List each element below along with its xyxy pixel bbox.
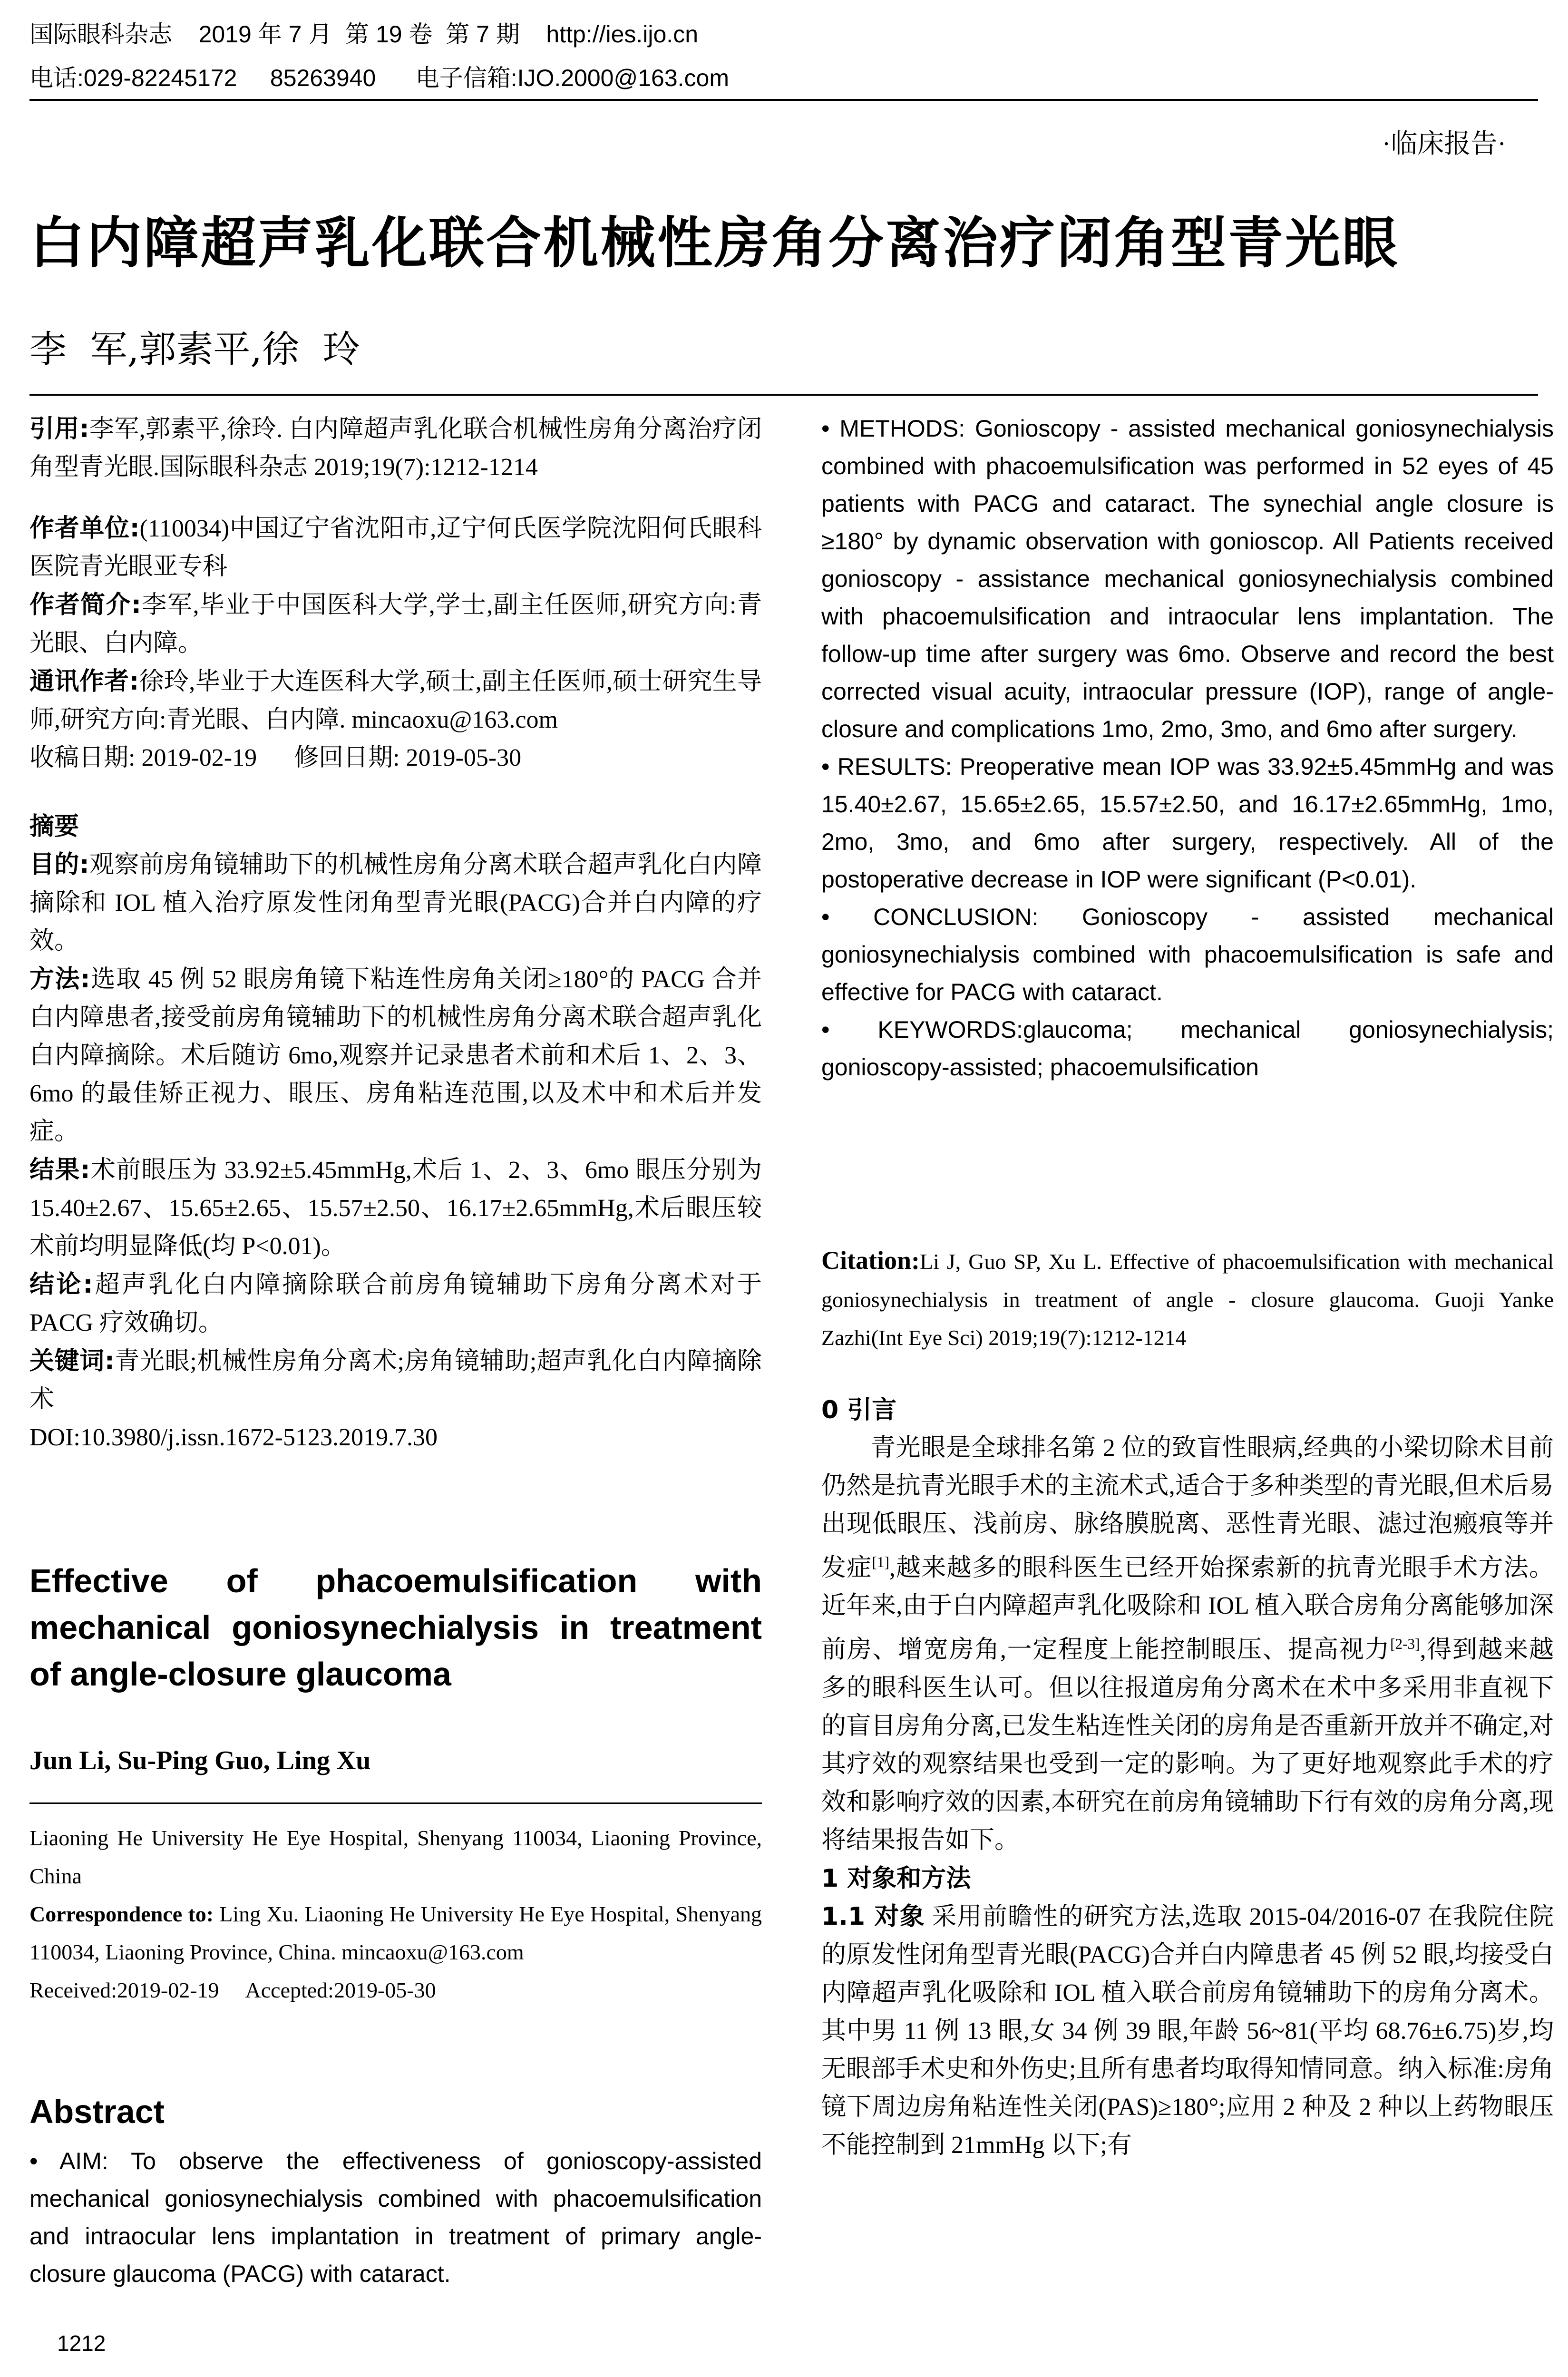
header-divider: [29, 99, 1538, 101]
keywords-cn: 关键词:青光眼;机械性房角分离术;房角镜辅助;超声乳化白内障摘除术: [29, 1347, 762, 1413]
introduction: [821, 1391, 1554, 2164]
abstract-conclusion-en: • CONCLUSION: Gonioscopy - assisted mechanical goniosynechialysis combined with phacoemulsification is safe and effective for PACG with cataract.: [821, 904, 1554, 1005]
citation-cn: [29, 410, 762, 487]
english-authors-divider: [29, 1802, 762, 1804]
dates-cn: 收稿日期: 2019-02-19 修回日期: 2019-05-30: [29, 744, 522, 771]
abstract-methods: 方法:选取 45 例 52 眼房角镜下粘连性房角关闭≥180°的 PACG 合并白内障患者,接受前房角镜辅助下的机械性房角分离术联合超声乳化白内障摘除。术后随访 6mo,观察并记录患者术前和术后 1、2、3、6mo 的最佳矫正视力、眼压、房角粘连范围,以及术中和术后并发症。: [29, 965, 762, 1145]
abstract-methods-en: • METHODS: Gonioscopy - assisted mechanical goniosynechialysis combined with phacoemulsification was performed in 52 eyes of 45 patients with PACG and cataract. The synechial angle closure is ≥180° by dynamic observation with gonioscop. All Patients received gonioscopy - assistance mechanical goniosynechialysis combined with phacoemulsification and intraocular lens implantation. The follow-up time after surgery was 6mo. Observe and record the best corrected visual acuity, intraocular pressure (IOP), range of angle-closure and complications 1mo, 2mo, 3mo, and 6mo after surgery.: [821, 415, 1554, 742]
intro-heading: 0 引言: [821, 1396, 897, 1424]
right-column-abstract-en: [821, 410, 1554, 1086]
abstract-results-en: • RESULTS: Preoperative mean IOP was 33.92±5.45mmHg and was 15.40±2.67, 15.65±2.65, 15.57±2.50, and 16.17±2.65mmHg, 1mo, 2mo, 3mo, and 6mo after surgery, respectively. All of the postoperative decrease in IOP were significant (P<0.01).: [821, 753, 1554, 893]
intro-paragraph: 青光眼是全球排名第 2 位的致盲性眼病,经典的小梁切除术目前仍然是抗青光眼手术的主流术式,适合于多种类型的青光眼,但术后易出现低眼压、浅前房、脉络膜脱离、恶性青光眼、滤过泡瘢痕等并发症[1],越来越多的眼科医生已经开始探索新的抗青光眼手术方法。近年来,由于白内障超声乳化吸除和 IOL 植入联合房角分离能够加深前房、增宽房角,一定程度上能控制眼压、提高视力[2-3],得到越来越多的眼科医生认可。但以往报道房角分离术在术中多采用非直视下的盲目房角分离,已发生粘连性关闭的房角是否重新开放并不确定,对其疗效的观察结果也受到一定的影响。为了更好地观察此手术的疗效和影响疗效的因素,本研究在前房角镜辅助下行有效的房角分离,现将结果报告如下。: [821, 1434, 1554, 1854]
abstract-aim-en: • AIM: To observe the effectiveness of gonioscopy-assisted mechanical goniosynechialysis combined with phacoemulsification and intraocular lens implantation in treatment of primary angle-closure glaucoma (PACG) with cataract.: [29, 2148, 762, 2287]
title-divider: [29, 394, 1538, 396]
corresponding-author: 通讯作者:徐玲,毕业于大连医科大学,硕士,副主任医师,硕士研究生导师,研究方向:青光眼、白内障. mincaoxu@163.com: [29, 667, 762, 733]
abstract-results: 结果:术前眼压为 33.92±5.45mmHg,术后 1、2、3、6mo 眼压分别为 15.40±2.67、15.65±2.65、15.57±2.50、16.17±2.65mmHg,术后眼压较术前均明显降低(均 P<0.01)。: [29, 1156, 762, 1260]
abstract-heading-cn: 摘要: [29, 812, 79, 841]
affiliation-cn: 作者单位:(110034)中国辽宁省沈阳市,辽宁何氏医学院沈阳何氏眼科医院青光眼亚专科: [29, 514, 762, 580]
article-title: 白内障超声乳化联合机械性房角分离治疗闭角型青光眼: [29, 212, 1399, 274]
citation-text: 李军,郭素平,徐玲. 白内障超声乳化联合机械性房角分离治疗闭角型青光眼.国际眼科杂志 2019;19(7):1212-1214: [29, 416, 762, 481]
authors-chinese: 李 军,郭素平,徐 玲: [29, 328, 360, 371]
left-column: [29, 410, 762, 1457]
keywords-en: • KEYWORDS:glaucoma; mechanical goniosynechialysis; gonioscopy-assisted; phacoemulsification: [821, 1016, 1554, 1081]
english-affiliation: Liaoning He University He Eye Hospital, Shenyang 110034, Liaoning Province, China: [29, 1826, 762, 1888]
abstract-heading-en: Abstract: [29, 2093, 165, 2130]
english-title: Effective of phacoemulsification with mechanical goniosynechialysis in treatment of angle-closure glaucoma: [29, 1562, 762, 1693]
english-dates: Received:2019-02-19 Accepted:2019-05-30: [29, 1978, 436, 2002]
english-front-matter: [29, 1819, 762, 2009]
page-number: 1212: [57, 2331, 106, 2356]
doi: DOI:10.3980/j.issn.1672-5123.2019.7.30: [29, 1424, 438, 1451]
citation-label: 引用:: [29, 415, 89, 443]
abstract-aim: 目的:观察前房角镜辅助下的机械性房角分离术联合超声乳化白内障摘除和 IOL 植入治疗原发性闭角型青光眼(PACG)合并白内障的疗效。: [29, 850, 762, 955]
subjects-paragraph: 1.1 对象 采用前瞻性的研究方法,选取 2015-04/2016-07 在我院住院的原发性闭角型青光眼(PACG)合并白内障患者 45 例 52 眼,均接受白内障超声乳化吸除和 IOL 植入联合前房角镜辅助下的房角分离术。其中男 11 例 13 眼,女 34 例 39 眼,年龄 56~81(平均 68.76±6.75)岁,均无眼部手术史和外伤史;且所有患者均取得知情同意。纳入标准:房角镜下周边房角粘连性关闭(PAS)≥180°;应用 2 种及 2 种以上药物眼压不能控制到 21mmHg 以下;有: [821, 1902, 1554, 2159]
citation-en: Citation:Li J, Guo SP, Xu L. Effective of phacoemulsification with mechanical goniosynechialysis in treatment of angle - closure glaucoma. Guoji Yanke Zazhi(Int Eye Sci) 2019;19(7):1212-1214: [821, 1246, 1554, 1350]
abstract-conclusion: 结论:超声乳化白内障摘除联合前房角镜辅助下房角分离术对于 PACG 疗效确切。: [29, 1270, 762, 1336]
author-bio: 作者简介:李军,毕业于中国医科大学,学士,副主任医师,研究方向:青光眼、白内障。: [29, 591, 762, 657]
methods-heading: 1 对象和方法: [821, 1864, 971, 1893]
english-correspondence: Correspondence to: Ling Xu. Liaoning He University He Eye Hospital, Shenyang 110034, Liaoning Province, China. mincaoxu@163.com: [29, 1902, 762, 1964]
journal-header-line2: 电话:029-82245172 85263940 电子信箱:IJO.2000@163.com: [29, 65, 730, 91]
journal-header-line1: 国际眼科杂志 2019 年 7 月 第 19 卷 第 7 期 http://ies.ijo.cn: [29, 21, 699, 48]
section-tag: ·临床报告·: [1382, 129, 1506, 159]
english-authors: Jun Li, Su-Ping Guo, Ling Xu: [29, 1746, 371, 1775]
